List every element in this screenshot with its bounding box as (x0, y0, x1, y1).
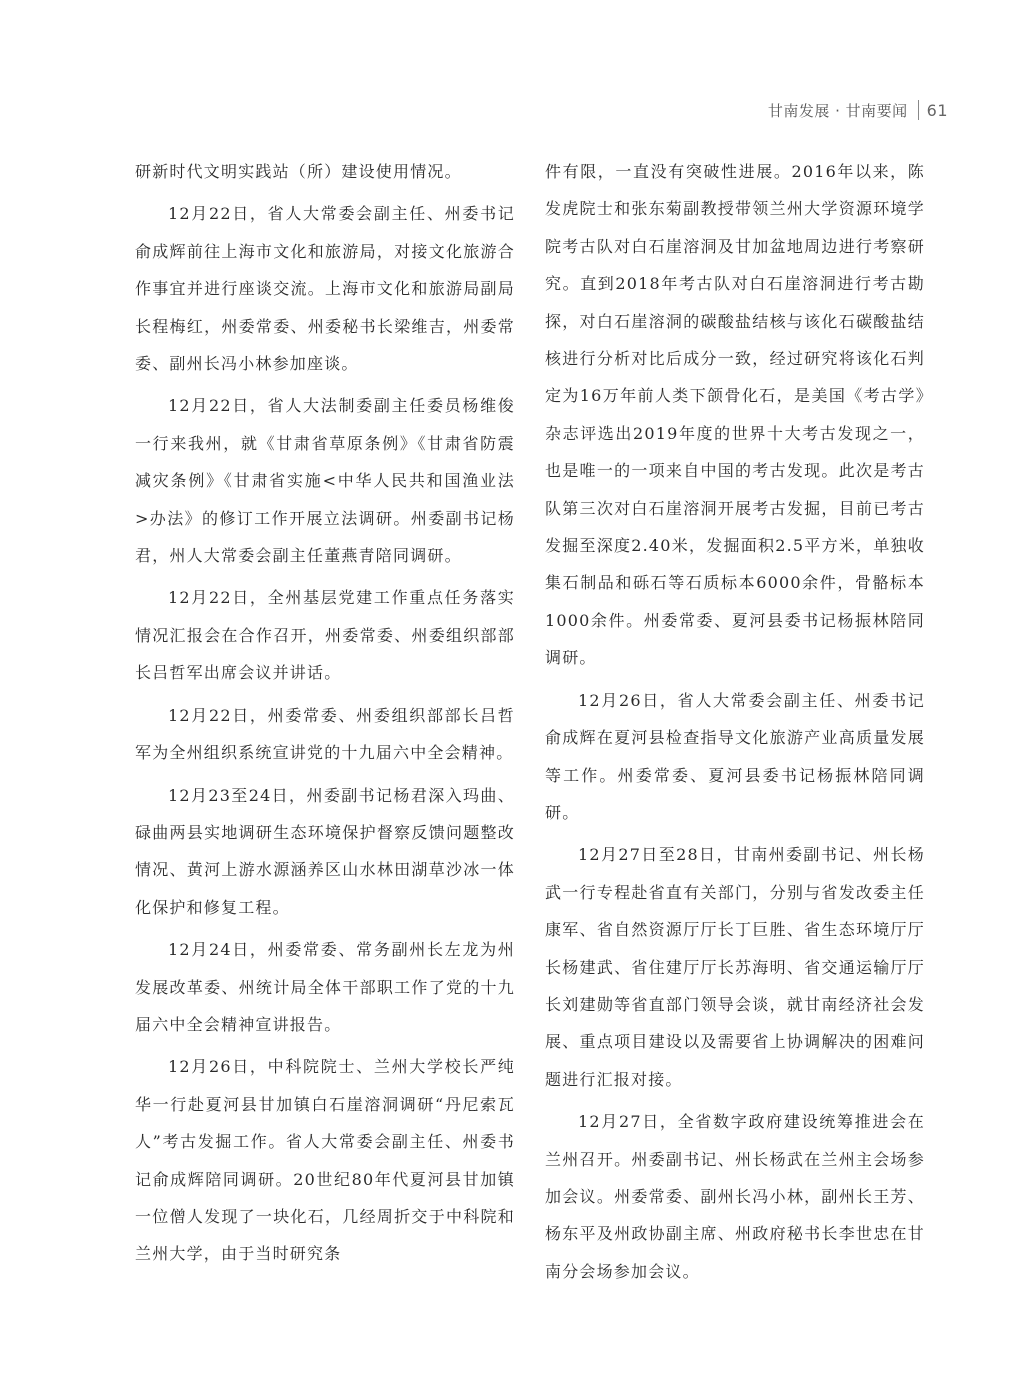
paragraph: 12月22日，省人大常委会副主任、州委书记俞成辉前往上海市文化和旅游局，对接文化旅游合作事宜并进行座谈交流。上海市文化和旅游局副局长程梅红，州委常委、州委秘书长梁维吉，州委常委、副州长冯小林参加座谈。 (135, 204, 515, 374)
paragraph: 12月22日，全州基层党建工作重点任务落实情况汇报会在合作召开，州委常委、州委组织部部长吕哲军出席会议并讲话。 (135, 588, 515, 683)
paragraph: 12月24日，州委常委、常务副州长左龙为州发展改革委、州统计局全体干部职工作了党的十九届六中全会精神宣讲报告。 (135, 940, 515, 1034)
paragraph: 12月23至24日，州委副书记杨君深入玛曲、碌曲两县实地调研生态环境保护督察反馈问题整改情况、黄河上游水源涵养区山水林田湖草沙冰一体化保护和修复工程。 (135, 785, 515, 917)
section-title: 甘南发展 · 甘南要闻 (767, 101, 908, 120)
left-column (135, 153, 515, 1278)
page-number: 61 (926, 100, 948, 120)
page-header (768, 97, 948, 123)
right-column (545, 153, 925, 1295)
paragraph: 12月22日，省人大法制委副主任委员杨维俊一行来我州，就《甘肃省草原条例》《甘肃省防震减灾条例》《甘肃省实施<中华人民共和国渔业法>办法》的修订工作开展立法调研。州委副书记杨君，州人大常委会副主任董燕青陪同调研。 (135, 396, 515, 566)
paragraph: 研新时代文明实践站（所）建设使用情况。 (135, 162, 462, 181)
paragraph: 12月27日，全省数字政府建设统筹推进会在兰州召开。州委副书记、州长杨武在兰州主会场参加会议。州委常委、副州长冯小林，副州长王芳、杨东平及州政协副主席、州政府秘书长李世忠在甘南分会场参加会议。 (545, 1112, 925, 1281)
paragraph: 12月27日至28日，甘南州委副书记、州长杨武一行专程赴省直有关部门，分别与省发改委主任康军、省自然资源厅厅长丁巨胜、省生态环境厅厅长杨建武、省住建厅厅长苏海明、省交通运输厅厅长刘建勋等省直部门领导会谈，就甘南经济社会发展、重点项目建设以及需要省上协调解决的困难问题进行汇报对接。 (545, 845, 925, 1089)
paragraph: 12月26日，省人大常委会副主任、州委书记俞成辉在夏河县检查指导文化旅游产业高质量发展等工作。州委常委、夏河县委书记杨振林陪同调研。 (545, 690, 925, 822)
header-divider (918, 100, 919, 120)
paragraph: 12月26日，中科院院士、兰州大学校长严纯华一行赴夏河县甘加镇白石崖溶洞调研“丹尼索瓦人”考古发掘工作。省人大常委会副主任、州委书记俞成辉陪同调研。20世纪80年代夏河县甘加镇一位僧人发现了一块化石，几经周折交于中科院和兰州大学，由于当时研究条 (135, 1057, 515, 1264)
paragraph: 件有限，一直没有突破性进展。2016年以来，陈发虎院士和张东菊副教授带领兰州大学资源环境学院考古队对白石崖溶洞及甘加盆地周边进行考察研究。直到2018年考古队对白石崖溶洞进行考古勘探，对白石崖溶洞的碳酸盐结核与该化石碳酸盐结核进行分析对比后成分一致，经过研究将该化石判定为16万年前人类下颌骨化石，是美国《考古学》杂志评选出2019年度的世界十大考古发现之一，也是唯一的一项来自中国的考古发现。此次是考古队第三次对白石崖溶洞开展考古发掘，目前已考古发掘至深度2.40米，发掘面积2.5平方米，单独收集石制品和砾石等石质标本6000余件，骨骼标本1000余件。州委常委、夏河县委书记杨振林陪同调研。 (545, 162, 925, 668)
paragraph: 12月22日，州委常委、州委组织部部长吕哲军为全州组织系统宣讲党的十九届六中全会精神。 (135, 705, 515, 763)
